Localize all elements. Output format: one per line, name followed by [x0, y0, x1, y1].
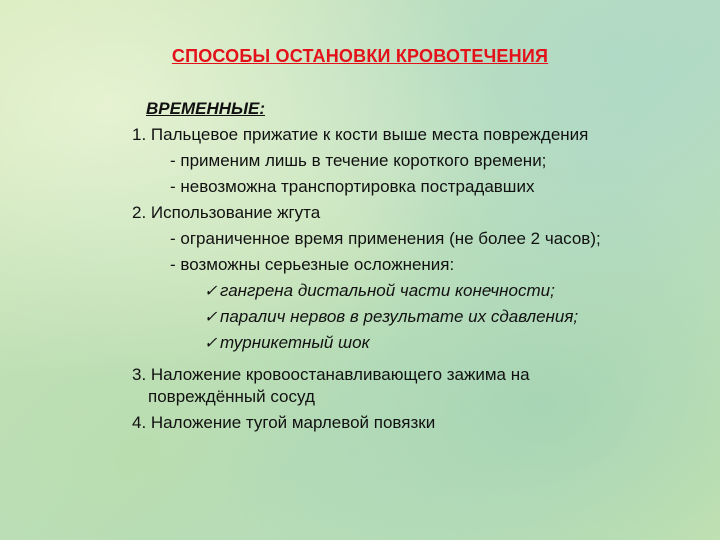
list-item-3-line-2: повреждённый сосуд: [148, 387, 315, 406]
checkmark-icon: ✓: [204, 283, 218, 300]
list-item-1: 1. Пальцевое прижатие к кости выше места повреждения: [132, 125, 589, 144]
complication-text: паралич нервов в результате их сдавления;: [220, 307, 579, 326]
checkmark-icon: ✓: [204, 309, 218, 326]
subheading: ВРЕМЕННЫЕ:: [146, 99, 266, 118]
complication-item: [204, 304, 578, 331]
list-item-2-note-2: - возможны серьезные осложнения:: [170, 255, 455, 274]
checkmark-icon: ✓: [204, 335, 218, 352]
list-item-2: 2. Использование жгута: [132, 203, 321, 222]
complication-text: гангрена дистальной части конечности;: [220, 281, 555, 300]
complication-text: турникетный шок: [220, 333, 370, 352]
list-item-1-note-1: - применим лишь в течение короткого времени;: [170, 151, 547, 170]
complication-item: [204, 278, 555, 305]
list-item-1-note-2: - невозможна транспортировка пострадавших: [170, 177, 535, 196]
list-item-3-line-1: 3. Наложение кровоостанавливающего зажима на: [132, 365, 530, 384]
complication-item: [204, 330, 370, 357]
list-item-2-note-1: - ограниченное время применения (не более 2 часов);: [170, 229, 601, 248]
slide-title: СПОСОБЫ ОСТАНОВКИ КРОВОТЕЧЕНИЯ: [171, 46, 549, 66]
list-item-4: 4. Наложение тугой марлевой повязки: [132, 413, 436, 432]
